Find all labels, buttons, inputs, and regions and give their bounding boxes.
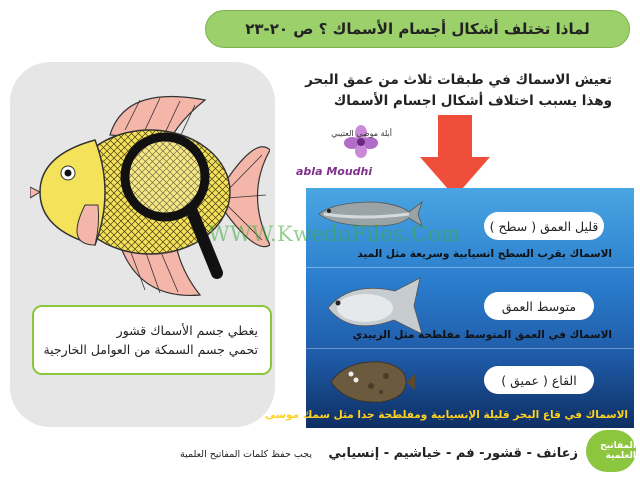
scales-caption-box [32, 305, 272, 375]
intro-line1: تعيش الاسماك في طبقات ثلاث من عمق البحر [305, 72, 612, 88]
logo-latin-name: abla Moudhi [296, 165, 373, 178]
intro-text [282, 70, 612, 112]
flatfish-image [326, 356, 416, 406]
page-title: لماذا تختلف أشكال أجسام الأسماك ؟ ص ٢٠-٢٣ [245, 20, 590, 38]
zone-divider [306, 267, 634, 268]
deep-zone-description: الاسماك في قاع البحر قليلة الإنسيابية ومفلطحة جدا مثل سمك موسى [265, 409, 628, 421]
intro-line2: وهذا يسبب اختلاف أشكال اجسام الأسماك [333, 93, 612, 109]
scales-caption-line2: تحمي جسم السمكة من العوامل الخارجية [43, 342, 258, 357]
deep-zone-label: القاع ( عميق ) [484, 366, 594, 394]
down-arrow-icon [420, 115, 490, 197]
shallow-zone-label: قليل العمق ( سطح ) [484, 212, 604, 240]
scales-caption-line1: يغطي جسم الأسماك قشور [116, 323, 258, 338]
shallow-zone-description: الاسماك بقرب السطح انسيابية وسريعة مثل الميد [357, 248, 612, 260]
scientific-keys-badge [586, 430, 636, 472]
scientific-keys-badge-label: المفاتيح العلمية [600, 441, 636, 461]
middle-zone-description: الاسماك في العمق المتوسط مفلطحة مثل الزبيدي [352, 329, 612, 341]
pomfret-fish-image [320, 276, 430, 336]
magnifier-icon [115, 125, 225, 280]
middle-zone-label: متوسط العمق [484, 292, 594, 320]
watermark: WWW.KweduFiles.Com [208, 222, 461, 246]
logo-arabic-name: أبلة موضي العتيبي [331, 129, 392, 138]
zone-divider [306, 348, 634, 349]
scientific-keywords: زعانف - قشور- فم - خياشيم - إنسيابي [328, 446, 578, 461]
author-logo [296, 125, 396, 185]
title-bar [205, 10, 630, 48]
keywords-note: يجب حفظ كلمات المفاتيح العلمية [180, 449, 312, 460]
